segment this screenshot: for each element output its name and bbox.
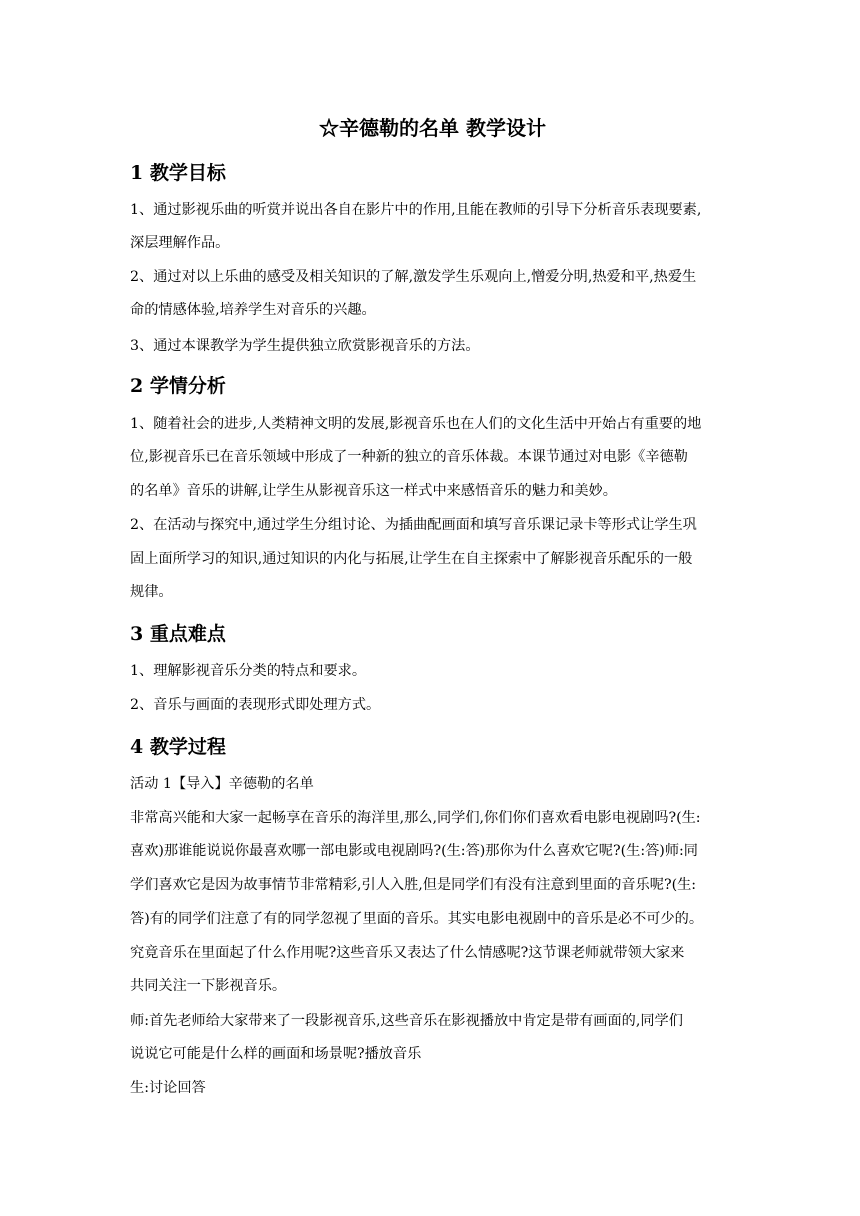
paragraph-line: 2、音乐与画面的表现形式即处理方式。 <box>130 697 381 713</box>
section-heading-process: 4 教学过程 <box>130 736 226 758</box>
paragraph-line: 共同关注一下影视音乐。 <box>130 978 287 994</box>
paragraph-line: 规律。 <box>130 584 173 600</box>
section-heading-analysis: 2 学情分析 <box>130 375 226 397</box>
section-heading-objectives: 1 教学目标 <box>130 162 226 184</box>
paragraph-line: 喜欢)那谁能说说你最喜欢哪一部电影或电视剧吗?(生:答)那你为什么喜欢它呢?(生:答)师:同 <box>130 843 698 859</box>
paragraph-line: 深层理解作品。 <box>130 235 230 251</box>
paragraph-line: 生:讨论回答 <box>130 1080 206 1096</box>
paragraph-line: 命的情感体验,培养学生对音乐的兴趣。 <box>130 302 376 318</box>
paragraph-line: 究竟音乐在里面起了什么作用呢?这些音乐又表达了什么情感呢?这节课老师就带领大家来 <box>130 945 685 961</box>
paragraph-line: 1、随着社会的进步,人类精神文明的发展,影视音乐也在人们的文化生活中开始占有重要的地 <box>130 416 702 432</box>
paragraph-line: 位,影视音乐已在音乐领域中形成了一种新的独立的音乐体裁。本课节通过对电影《辛德勒 <box>130 449 688 465</box>
page-title: ☆辛德勒的名单 教学设计 <box>319 116 546 140</box>
paragraph-line: 活动 1【导入】辛德勒的名单 <box>130 776 314 792</box>
paragraph-line: 固上面所学习的知识,通过知识的内化与拓展,让学生在自主探索中了解影视音乐配乐的一般 <box>130 551 693 567</box>
paragraph-line: 2、通过对以上乐曲的感受及相关知识的了解,激发学生乐观向上,憎爱分明,热爱和平,热爱生 <box>130 269 697 285</box>
paragraph-line: 说说它可能是什么样的画面和场景呢?播放音乐 <box>130 1046 422 1062</box>
paragraph-line: 非常高兴能和大家一起畅享在音乐的海洋里,那么,同学们,你们你们喜欢看电影电视剧吗?(生: <box>130 810 701 826</box>
section-heading-key-points: 3 重点难点 <box>130 623 226 645</box>
paragraph-line: 3、通过本课教学为学生提供独立欣赏影视音乐的方法。 <box>130 338 480 354</box>
paragraph-line: 的名单》音乐的讲解,让学生从影视音乐这一样式中来感悟音乐的魅力和美妙。 <box>130 483 617 499</box>
paragraph-line: 2、在活动与探究中,通过学生分组讨论、为插曲配画面和填写音乐课记录卡等形式让学生巩 <box>130 517 697 533</box>
paragraph-line: 师:首先老师给大家带来了一段影视音乐,这些音乐在影视播放中肯定是带有画面的,同学们 <box>130 1013 683 1029</box>
paragraph-line: 1、通过影视乐曲的听赏并说出各自在影片中的作用,且能在教师的引导下分析音乐表现要素, <box>130 202 702 218</box>
paragraph-line: 学们喜欢它是因为故事情节非常精彩,引人入胜,但是同学们有没有注意到里面的音乐呢?(生: <box>130 877 697 893</box>
paragraph-line: 1、理解影视音乐分类的特点和要求。 <box>130 663 367 679</box>
paragraph-line: 答)有的同学们注意了有的同学忽视了里面的音乐。其实电影电视剧中的音乐是必不可少的。 <box>130 911 704 927</box>
